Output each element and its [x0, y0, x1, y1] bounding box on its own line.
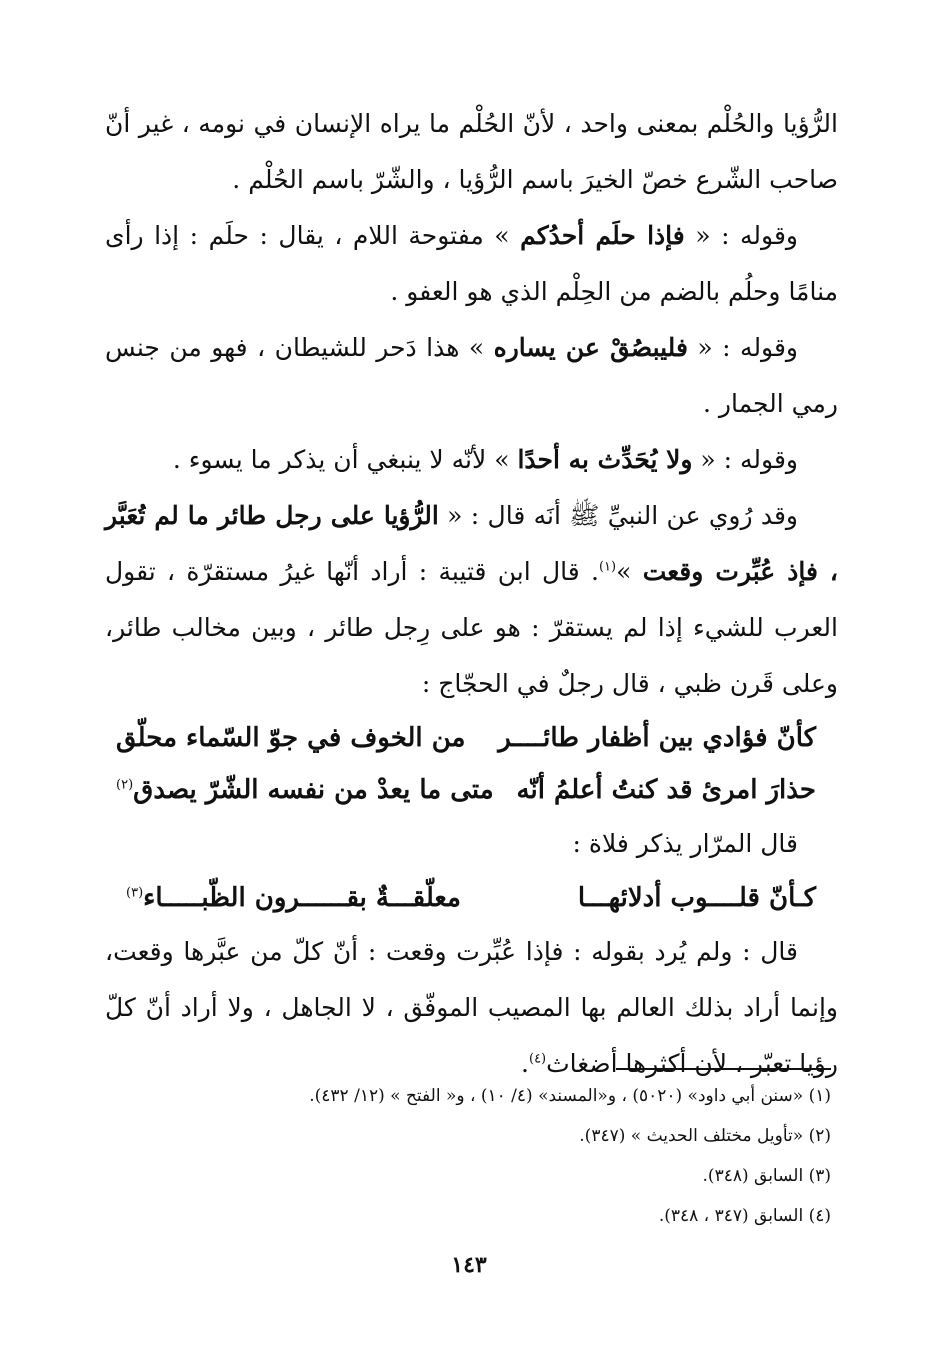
footnote-ref-4[interactable]: (٤): [528, 1051, 547, 1067]
verse-second-half: من الخوف في جوّ السّماء محلّق: [116, 723, 466, 753]
paragraph-5-close: »: [616, 557, 643, 586]
poem-2-intro-text: قال المرّار يذكر فلاة :: [572, 829, 798, 858]
poem-verse: [116, 764, 816, 816]
paragraph-6: [105, 924, 838, 1092]
poem-1: [105, 712, 838, 816]
poem-2-intro: [105, 816, 838, 872]
footnote-ref-2[interactable]: (٢): [116, 777, 134, 793]
verse-first-half: كـأنّ قلــــوب أدلائهـــا: [577, 883, 816, 913]
poem-2: [105, 872, 838, 924]
paragraph-3: [105, 320, 838, 432]
paragraph-2-rest: » مفتوحة اللام ، يقال : حلَم : إذا رأى منامًا وحلُم بالضم من الحِلْم الذي هو العفو .: [105, 221, 838, 306]
paragraph-5-rest: . قال ابن قتيبة : أراد أنّها غيرُ مستقرّة ، تقول العرب للشيء إذا لم يستقرّ : هو على رِجل طائر ، وبين مخالب طائر، وعلى قَرن ظبي ، قال رجلٌ في الحجّاج :: [105, 557, 838, 698]
footnotes: [105, 1076, 831, 1236]
paragraph-3-rest: » هذا دَحر للشيطان ، فهو من جنس رمي الجمار .: [105, 333, 838, 418]
paragraph-4-lead: وقوله : «: [692, 445, 798, 474]
paragraph-6-text: قال : ولم يُرد بقوله : فإذا عُبِّرت وقعت : أنّ كلّ من عبَّرها وقعت، وإنما أراد بذلك العالم بها المصيب الموفّق ، لا الجاهل ، ولا أراد أنّ كلّ رؤيا تعبّر ، لأن أكثرها أضغاث: [105, 937, 838, 1078]
verse-second-half: متى ما يعدْ من نفسه الشّرّ يصدق: [133, 775, 494, 805]
paragraph-4: [105, 432, 838, 488]
footnote-1: (١) «سنن أبي داود» (٥٠٢٠) ، و«المسند» (٤/ ١٠) ، و« الفتح » (١٢/ ٤٣٢).: [309, 1086, 831, 1106]
page-number: ١٤٣: [451, 1252, 487, 1278]
paragraph-5: [105, 488, 838, 712]
paragraph-2: [105, 208, 838, 320]
hadith-quote: فإذا حلَم أحدُكم: [520, 221, 685, 250]
main-text: [105, 96, 838, 1092]
footnote-separator: [616, 1068, 831, 1070]
hadith-quote: ولا يُحَدِّث به أحدًا: [517, 445, 693, 474]
poem-verse: [116, 712, 816, 764]
hadith-quote: فليبصُقْ عن يساره: [493, 333, 688, 362]
footnote-3: (٣) السابق (٣٤٨).: [702, 1166, 831, 1186]
paragraph-6-end: .: [521, 1049, 529, 1078]
footnote-ref-3[interactable]: (٣): [126, 885, 144, 901]
paragraph-1-text: الرُّؤيا والحُلْم بمعنى واحد ، لأنّ الحُلْم ما يراه الإنسان في نومه ، غير أنّ صاحب الشّرع خصّ الخيرَ باسم الرُّؤيا ، والشّرّ باسم الحُلْم .: [105, 109, 838, 194]
verse-second-half: معلّقـــةٌ بقــــــرون الظّبـــــاء: [143, 883, 461, 913]
verse-first-half: حذارَ امرئ قد كنتُ أعلمُ أنّه: [516, 775, 816, 805]
paragraph-4-rest: » لأنّه لا ينبغي أن يذكر ما يسوء .: [172, 445, 518, 474]
paragraph-3-lead: وقوله : «: [687, 333, 798, 362]
poem-verse: [126, 872, 816, 924]
verse-first-half: كأنّ فؤادي بين أظفار طائــــر: [498, 723, 816, 753]
footnote-2: (٢) «تأويل مختلف الحديث » (٣٤٧).: [579, 1126, 831, 1146]
paragraph-5-lead: وقد رُوي عن النبيِّ ﷺ أنَه قال : «: [438, 501, 798, 530]
footnote-ref-1[interactable]: (١): [598, 559, 617, 575]
hadith-quote: الرُّؤيا على رجل طائر ما لم تُعَبَّر ، فإذ عُبِّرت وقعت: [105, 501, 839, 586]
paragraph-1: [105, 96, 838, 208]
paragraph-2-lead: وقوله : «: [684, 221, 798, 250]
footnote-4: (٤) السابق (٣٤٧ ، ٣٤٨).: [658, 1206, 831, 1226]
